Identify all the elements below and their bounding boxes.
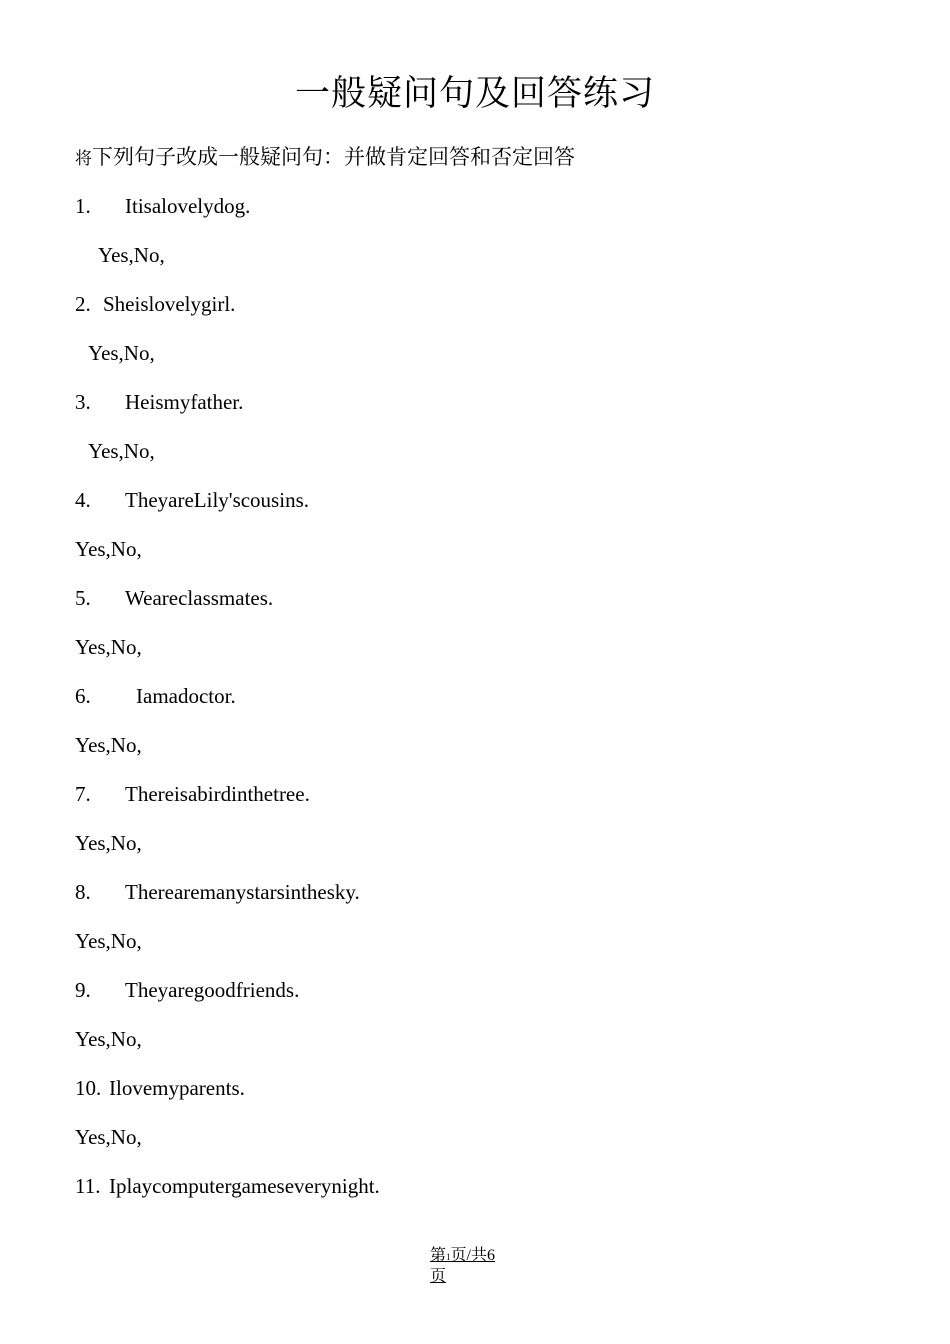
question-1 bbox=[75, 192, 250, 220]
question-number: 8. bbox=[75, 880, 91, 904]
question-sentence: TheyareLily'scousins. bbox=[125, 488, 309, 512]
question-number: 4. bbox=[75, 488, 91, 512]
answer-7: Yes,No, bbox=[75, 831, 142, 855]
footer-suffix: 页 bbox=[430, 1268, 447, 1285]
answer-10: Yes,No, bbox=[75, 1125, 142, 1149]
answer-1: Yes,No, bbox=[98, 243, 165, 267]
question-7 bbox=[75, 780, 310, 808]
question-sentence: Iamadoctor. bbox=[136, 684, 236, 708]
footer-prefix: 第 bbox=[430, 1247, 447, 1264]
answer-8: Yes,No, bbox=[75, 929, 142, 953]
question-sentence: Theyaregoodfriends. bbox=[125, 978, 300, 1002]
answer-6: Yes,No, bbox=[75, 733, 142, 757]
question-number: 11. bbox=[75, 1174, 101, 1198]
answer-3: Yes,No, bbox=[88, 439, 155, 463]
question-sentence: Ilovemyparents. bbox=[109, 1076, 245, 1100]
question-11 bbox=[75, 1172, 380, 1200]
question-number: 10. bbox=[75, 1076, 102, 1100]
question-2 bbox=[75, 290, 235, 318]
question-number: 7. bbox=[75, 782, 91, 806]
question-sentence: Thereisabirdinthetree. bbox=[125, 782, 310, 806]
question-number: 3. bbox=[75, 390, 91, 414]
question-number: 5. bbox=[75, 586, 91, 610]
instruction-first-char: 将 bbox=[75, 149, 92, 168]
question-3 bbox=[75, 388, 243, 416]
question-6 bbox=[75, 682, 236, 710]
question-sentence: Sheislovelygirl. bbox=[103, 292, 236, 316]
question-sentence: Itisalovelydog. bbox=[125, 194, 251, 218]
question-number: 2. bbox=[75, 292, 91, 316]
question-sentence: Therearemanystarsinthesky. bbox=[125, 880, 360, 904]
page-number-footer bbox=[430, 1246, 520, 1287]
question-sentence: Heismyfather. bbox=[125, 390, 244, 414]
answer-5: Yes,No, bbox=[75, 635, 142, 659]
question-number: 1. bbox=[75, 194, 91, 218]
footer-current-page: 1 bbox=[446, 1252, 451, 1262]
instruction-text bbox=[75, 142, 575, 174]
footer-middle: 页/共6 bbox=[450, 1247, 495, 1264]
question-8 bbox=[75, 878, 360, 906]
question-9 bbox=[75, 976, 299, 1004]
answer-4: Yes,No, bbox=[75, 537, 142, 561]
instruction-rest: 下列句子改成一般疑问句：并做肯定回答和否定回答 bbox=[92, 145, 575, 169]
answer-9: Yes,No, bbox=[75, 1027, 142, 1051]
question-number: 6. bbox=[75, 684, 91, 708]
question-number: 9. bbox=[75, 978, 91, 1002]
question-sentence: Iplaycomputergameseverynight. bbox=[109, 1174, 380, 1198]
question-sentence: Weareclassmates. bbox=[125, 586, 274, 610]
question-4 bbox=[75, 486, 309, 514]
question-10 bbox=[75, 1074, 245, 1102]
page-title: 一般疑问句及回答练习 bbox=[294, 74, 655, 113]
question-5 bbox=[75, 584, 273, 612]
answer-2: Yes,No, bbox=[88, 341, 155, 365]
